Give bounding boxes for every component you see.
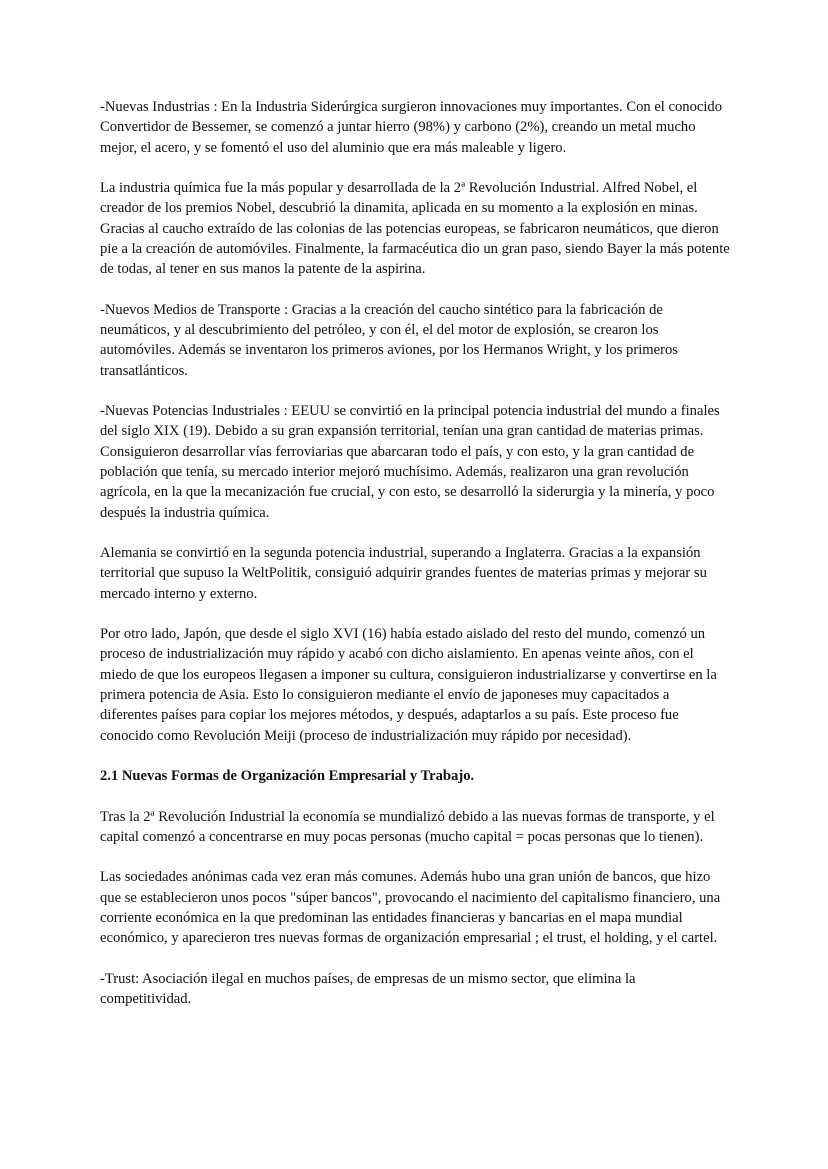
paragraph-economia-mundializada: Tras la 2ª Revolución Industrial la economía se mundializó debido a las nuevas formas de transporte, y el capital comenzó a concentrarse en muy pocas personas (mucho capital = pocas personas que lo tienen). xyxy=(100,808,715,845)
paragraph-japon: Por otro lado, Japón, que desde el siglo XVI (16) había estado aislado del resto del mundo, comenzó un proceso de industrialización muy rápido y acabó con dicho aislamiento. En apenas veinte años, con el miedo de que los europeos llegasen a imponer su cultura, consiguieron industrializarse y convertirse en la primera potencia de Asia. Esto lo consiguieron mediante el envío de japoneses muy capacitados a diferentes países para copiar los mejores métodos, y después, adaptarlos a su país. Este proceso fue conocido como Revolución Meiji (proceso de industrialización muy rápido por necesidad). xyxy=(100,626,717,744)
paragraph-nuevas-potencias-industriales: -Nuevas Potencias Industriales : EEUU se convirtió en la principal potencia industrial del mundo a finales del siglo XIX (19). Debido a su gran expansión territorial, tenían una gran cantidad de materias primas. Consiguieron desarrollar vías ferroviarias que abarcaran todo el país, y con esto, y la gran cantidad de población que tenía, su mercado interior mejoró muchísimo. Además, realizaron una gran revolución agrícola, en la que la mecanización fue crucial, y con esto, se desarrolló la siderurgia y la minería, y poco después la industria química. xyxy=(100,403,720,521)
paragraph-nuevas-industrias: -Nuevas Industrias : En la Industria Siderúrgica surgieron innovaciones muy importantes. Con el conocido Convertidor de Bessemer, se comenzó a juntar hierro (98%) y carbono (2%), creando un metal mucho mejor, el acero, y se fomentó el uso del aluminio que era más maleable y ligero. xyxy=(100,99,722,156)
paragraph-alemania: Alemania se convirtió en la segunda potencia industrial, superando a Inglaterra. Gracias a la expansión territorial que supuso la WeltPolitik, consiguió adquirir grandes fuentes de materias primas y mejorar su mercado interno y externo. xyxy=(100,545,707,602)
paragraph-sociedades-anonimas: Las sociedades anónimas cada vez eran más comunes. Además hubo una gran unión de bancos, que hizo que se establecieron unos pocos "súper bancos", provocando el nacimiento del capitalismo financiero, una corriente económica en la que predominan las entidades financieras y bancarias en el mapa mundial económico, y aparecieron tres nuevas formas de organización empresarial ; el trust, el holding, y el cartel. xyxy=(100,869,721,947)
section-heading: 2.1 Nuevas Formas de Organización Empresarial y Trabajo. xyxy=(100,768,475,785)
paragraph-nuevos-medios-transporte: -Nuevos Medios de Transporte : Gracias a la creación del caucho sintético para la fabricación de neumáticos, y al descubrimiento del petróleo, y con él, el del motor de explosión, se crearon los automóviles. Además se inventaron los primeros aviones, por los Hermanos Wright, y los primeros transatlánticos. xyxy=(100,301,678,379)
document-page xyxy=(100,97,730,1030)
paragraph-trust: -Trust: Asociación ilegal en muchos países, de empresas de un mismo sector, que elimina la competitividad. xyxy=(100,970,636,1008)
paragraph-industria-quimica: La industria química fue la más popular y desarrollada de la 2ª Revolución Industrial. Alfred Nobel, el creador de los premios Nobel, descubrió la dinamita, aplicada en su momento a la explosión en minas. Gracias al caucho extraído de las colonias de las potencias europeas, se fabricaron neumáticos, que dieron pie a la creación de automóviles. Finalmente, la farmacéutica dio un gran paso, siendo Bayer la más potente de todas, al tener en sus manos la patente de la aspirina. xyxy=(100,180,730,278)
